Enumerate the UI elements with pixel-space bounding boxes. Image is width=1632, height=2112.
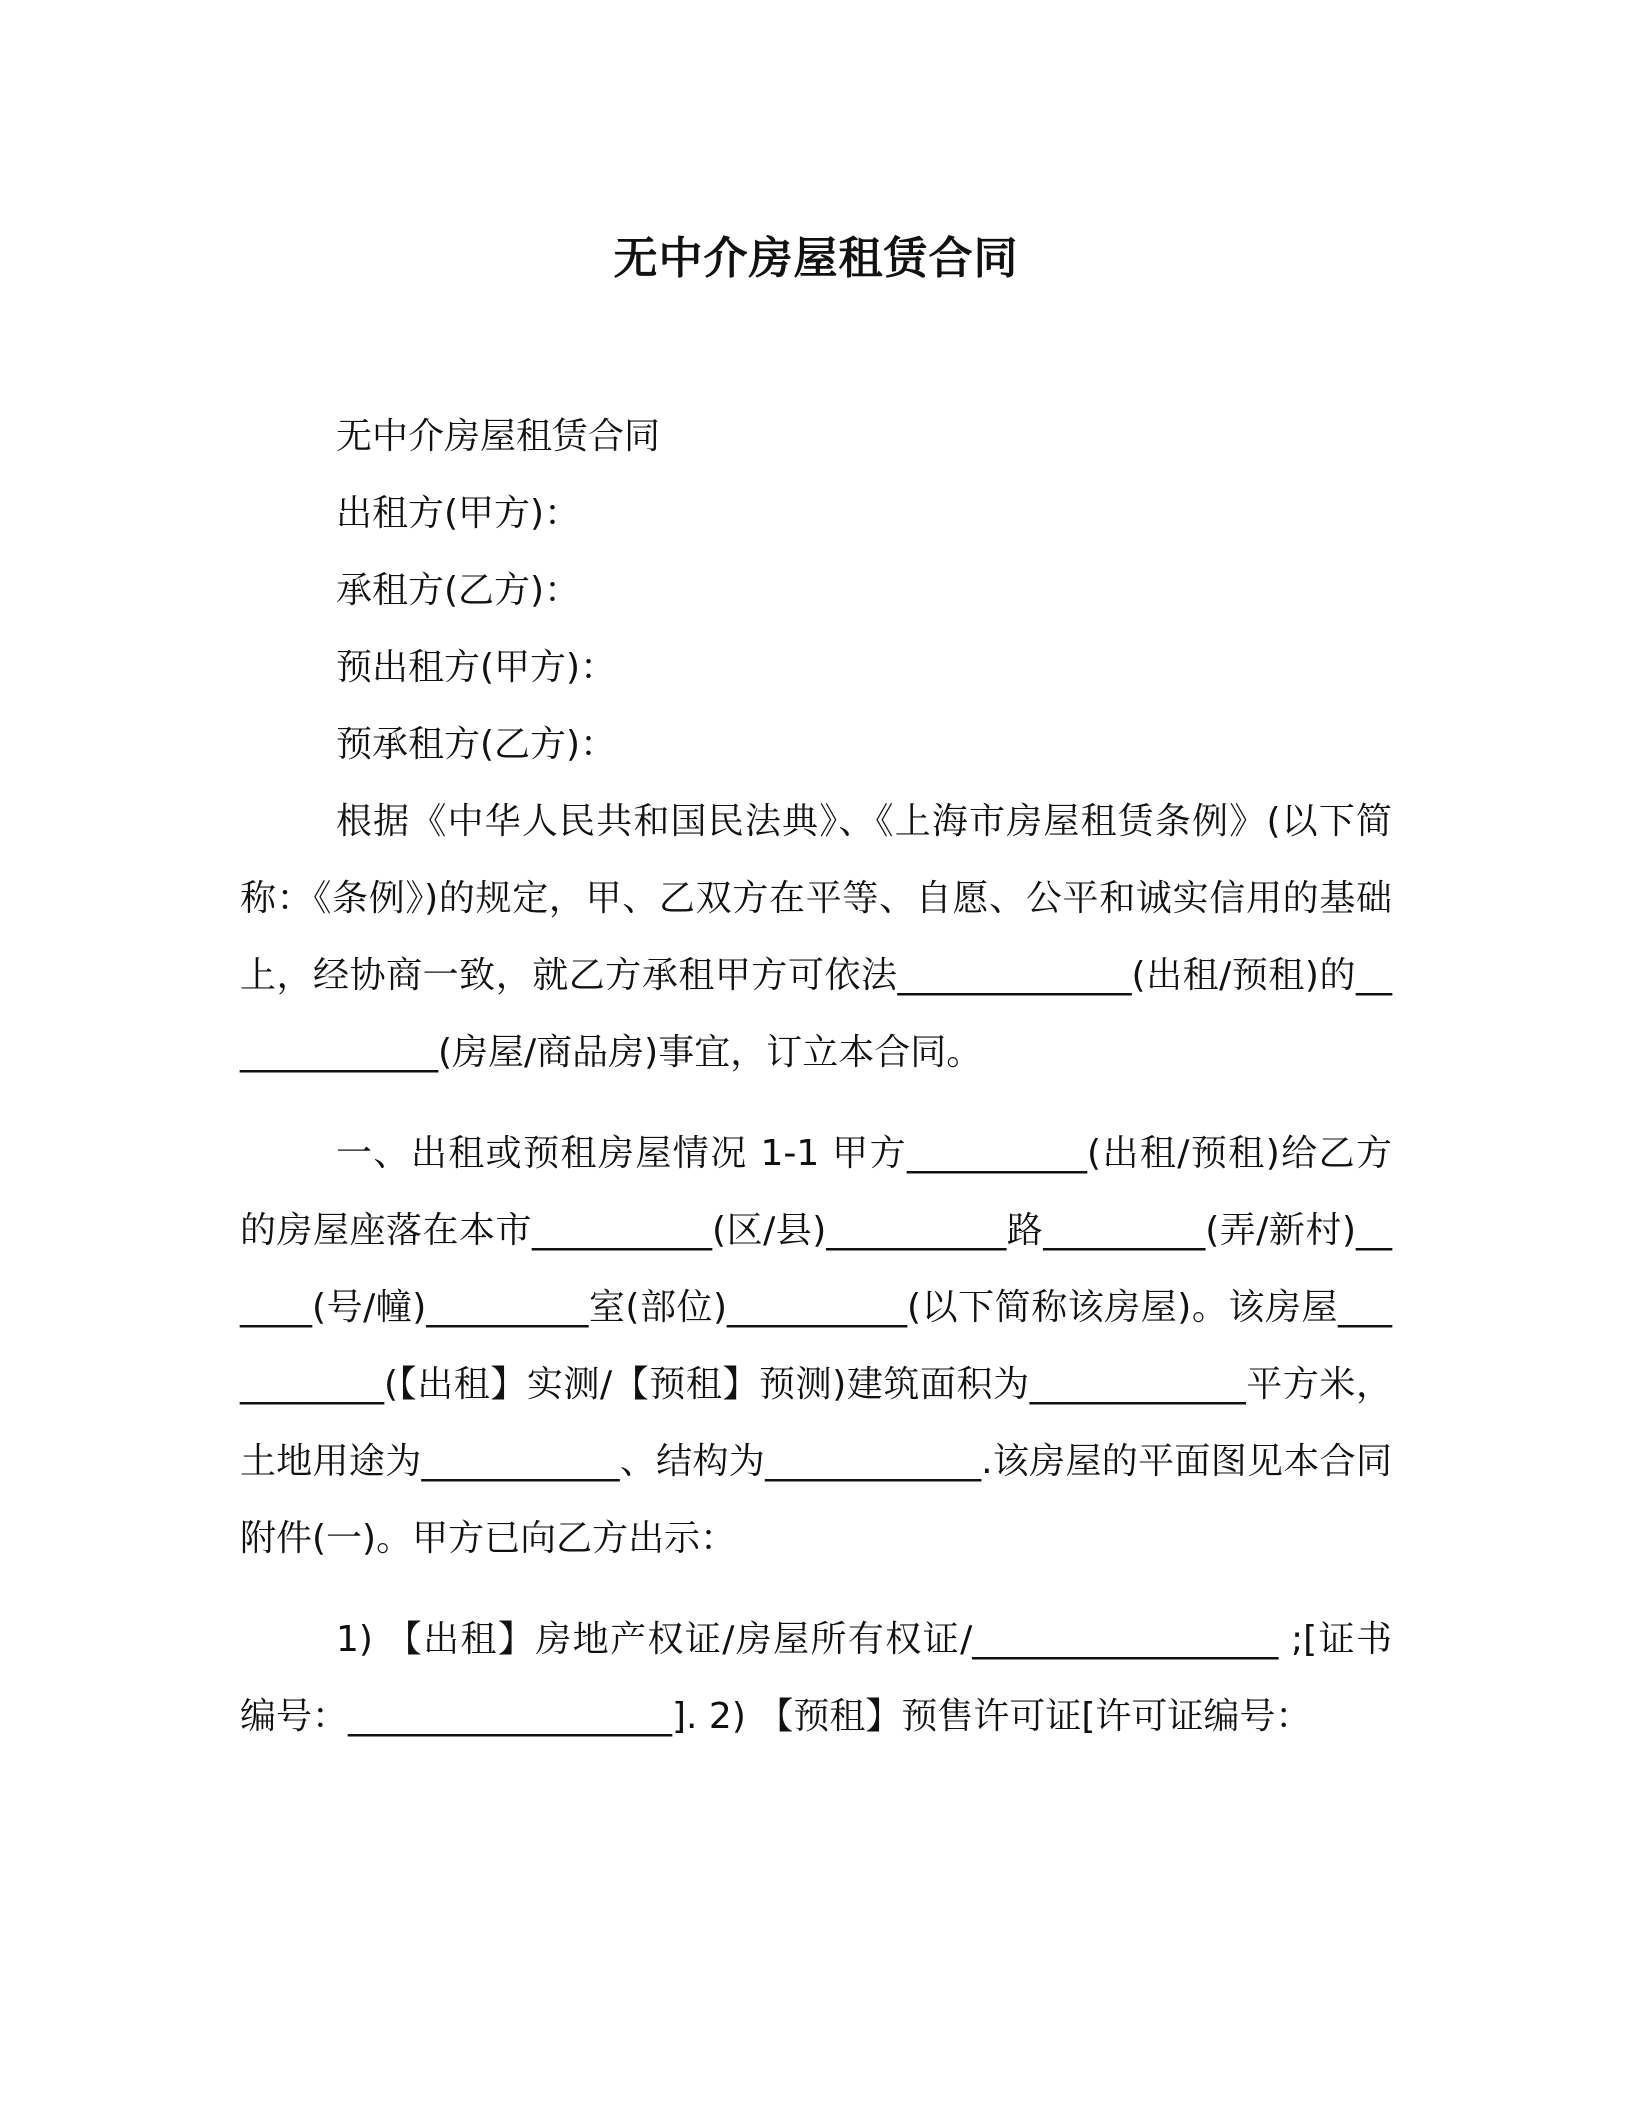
paragraph-section-one: 一、出租或预租房屋情况 1-1 甲方__________(出租/预租)给乙方的房屋座落在本市__________(区/县)__________路_________(弄/新村)______(号/幢)_________室(部位)__________(以下简称该房屋)。该房屋___________(【出租】实测/【预租】预测)建筑面积为____________平方米，土地用途为___________、结构为____________.该房屋的平面图见本合同附件(一)。甲方已向乙方出示： — [240, 1133, 1392, 1559]
paragraph-lessor: 出租方(甲方)： — [336, 493, 581, 534]
document-title: 无中介房屋租赁合同 — [613, 233, 1019, 284]
paragraph-pre-lessee: 预承租方(乙方)： — [336, 724, 617, 765]
paragraph-preamble: 根据《中华人民共和国民法典》、《上海市房屋租赁条例》(以下简称：《条例》)的规定，甲、乙双方在平等、自愿、公平和诚实信用的基础上，经协商一致，就乙方承租甲方可依法_____________(出租/预租)的_____________(房屋/商品房)事宜，订立本合同。 — [240, 801, 1392, 1073]
paragraph-certificates: 1) 【出租】房地产权证/房屋所有权证/_________________ ;[证书编号：__________________]. 2) 【预租】预售许可证[许可证编号： — [240, 1619, 1392, 1737]
document-body — [240, 398, 1392, 1755]
paragraph-heading: 无中介房屋租赁合同 — [336, 416, 661, 457]
paragraph-lessee: 承租方(乙方)： — [336, 570, 581, 611]
paragraph-pre-lessor: 预出租方(甲方)： — [336, 647, 617, 688]
